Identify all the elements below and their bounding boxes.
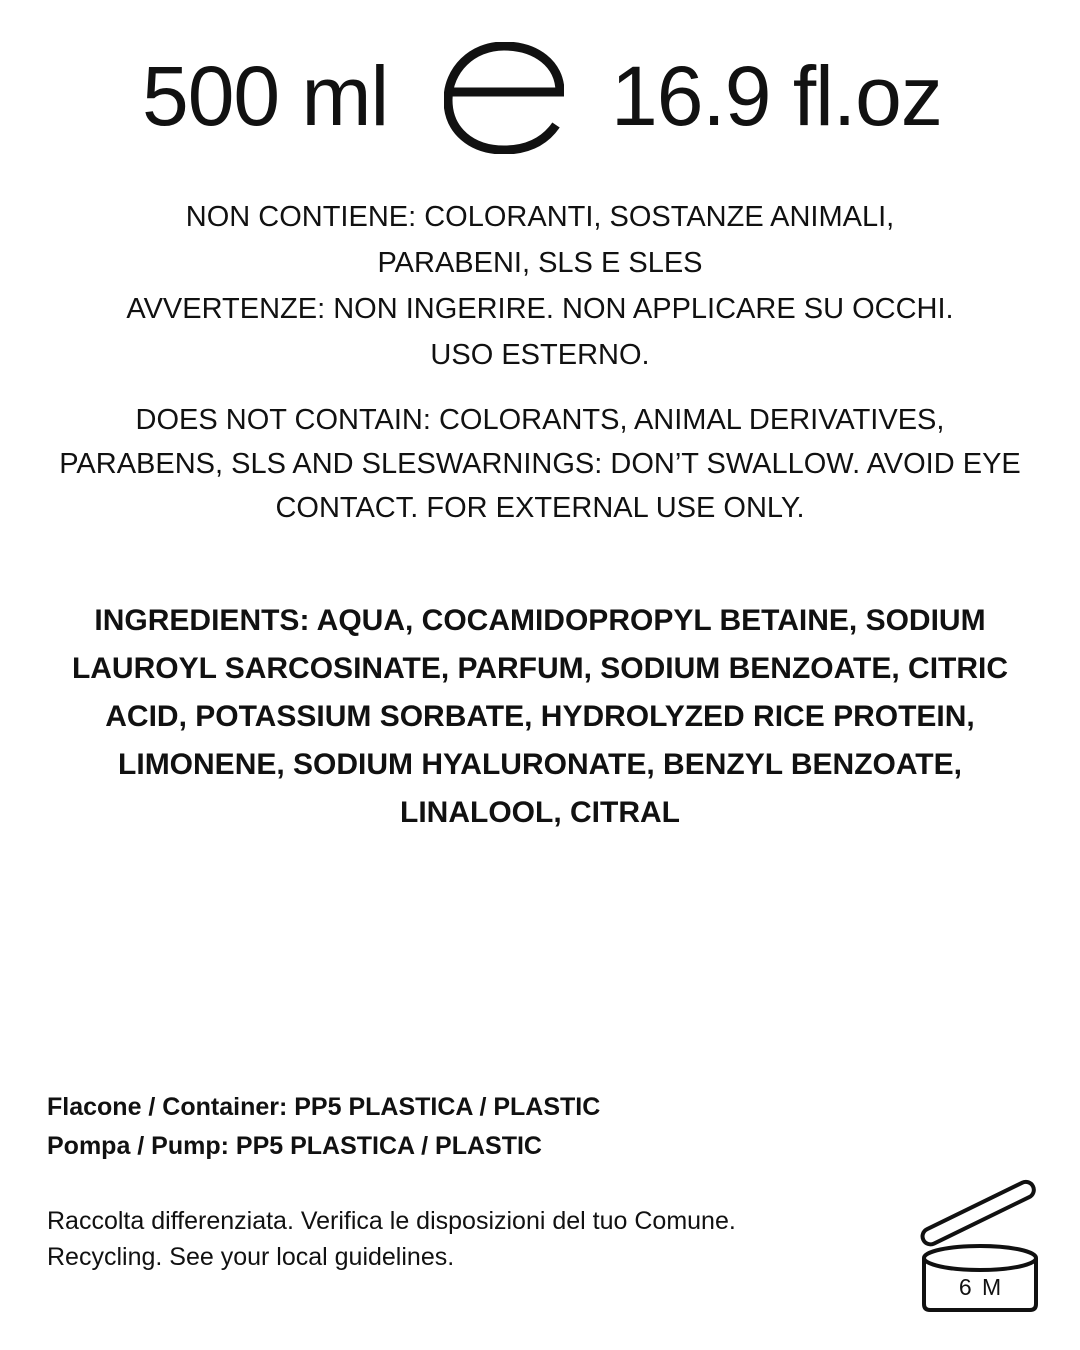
warnings-english [0,398,1080,530]
pump-material: Pompa / Pump: PP5 PLASTICA / PLASTIC [47,1132,542,1160]
container-material: Flacone / Container: PP5 PLASTICA / PLASTIC [47,1093,601,1121]
volume-oz: 16.9 fl.oz [611,49,942,143]
warning-en-line: PARABENS, SLS AND SLESWARNINGS: DON’T SWALLOW. AVOID EYE [59,448,1021,480]
volume-ml: 500 ml [142,49,389,143]
warning-en-line: CONTACT. FOR EXTERNAL USE ONLY. [275,492,805,524]
packaging-materials [47,1088,600,1166]
volume-header [0,36,1080,156]
warning-it-line: NON CONTIENE: COLORANTI, SOSTANZE ANIMALI, [185,201,895,233]
pao-label: 6 M [958,1274,1004,1300]
ingredients-line: INGREDIENTS: AQUA, COCAMIDOPROPYL BETAINE, SODIUM [94,604,986,637]
ingredients-line: LINALOOL, CITRAL [400,796,680,829]
warning-en-line: DOES NOT CONTAIN: COLORANTS, ANIMAL DERIVATIVES, [135,404,945,436]
warning-it-line: PARABENI, SLS E SLES [377,247,703,279]
recycling-english: Recycling. See your local guidelines. [47,1243,455,1271]
warning-it-line: USO ESTERNO. [430,339,650,371]
ingredients-line: ACID, POTASSIUM SORBATE, HYDROLYZED RICE PROTEIN, [105,700,975,733]
ingredients-line: LIMONENE, SODIUM HYALURONATE, BENZYL BENZOATE, [118,748,962,781]
recycling-info [47,1203,736,1275]
e-mark-icon [444,42,564,154]
recycling-italian: Raccolta differenziata. Verifica le disposizioni del tuo Comune. [47,1207,736,1235]
ingredients-line: LAUROYL SARCOSINATE, PARFUM, SODIUM BENZOATE, CITRIC [71,652,1009,685]
ingredients-list [0,597,1080,837]
warning-it-line: AVVERTENZE: NON INGERIRE. NON APPLICARE SU OCCHI. [126,293,954,325]
warnings-italian [0,194,1080,378]
